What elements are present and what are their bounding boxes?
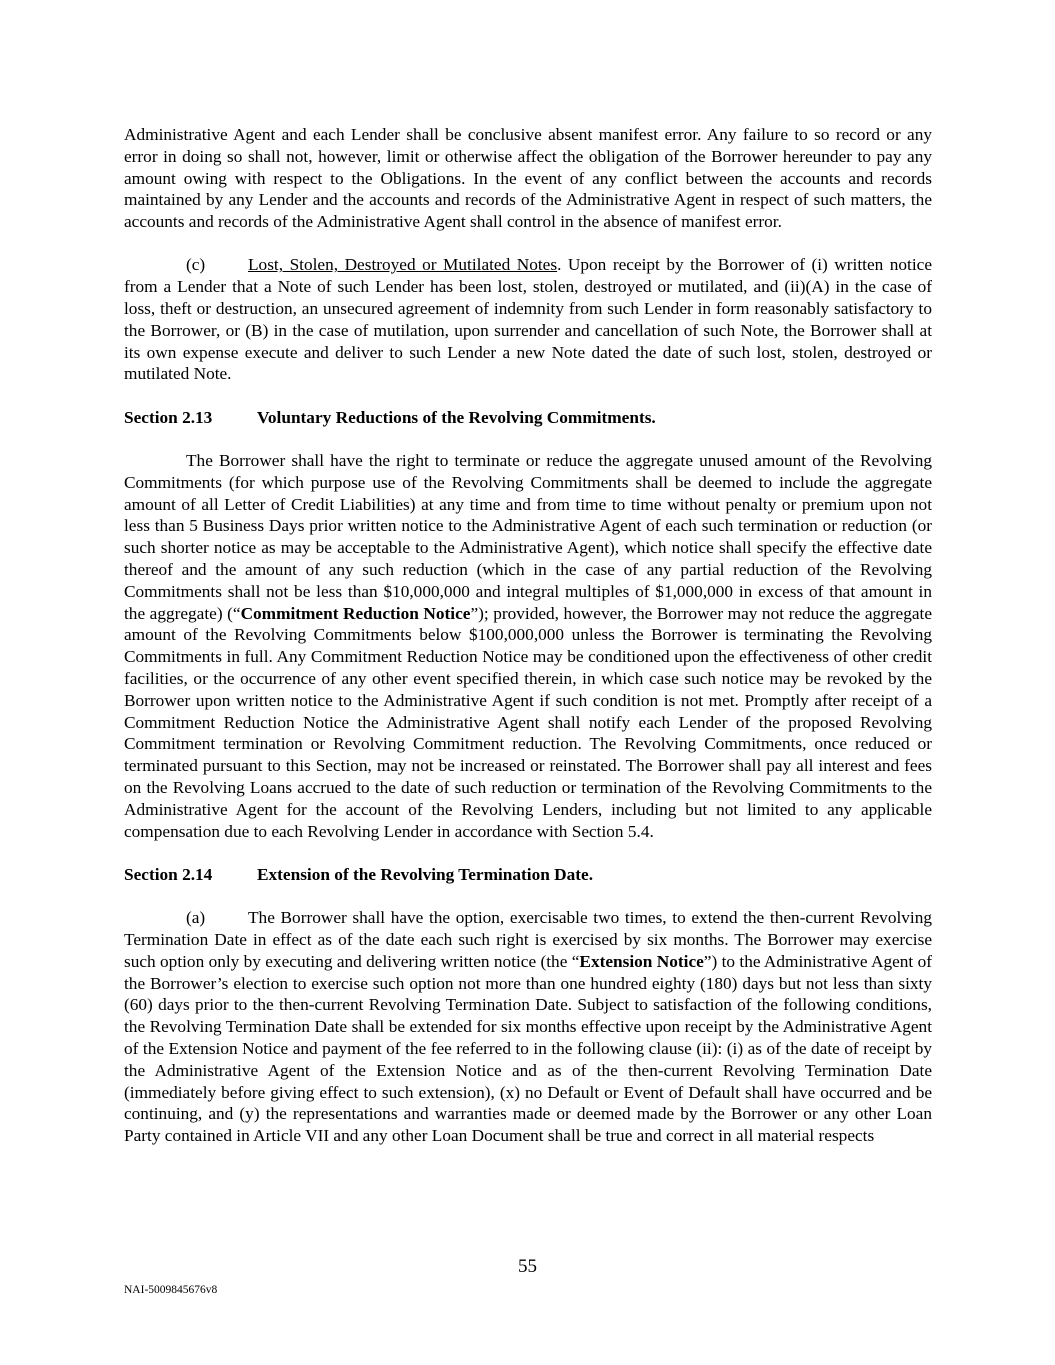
defined-term: Extension Notice	[579, 951, 704, 971]
section-number: Section 2.14	[124, 864, 213, 884]
clause-label: (c)	[186, 255, 206, 275]
paragraph-2-14-a	[124, 907, 932, 1147]
paragraph-c-lost-notes	[124, 254, 932, 385]
clause-title: Lost, Stolen, Destroyed or Mutilated Notes	[248, 255, 558, 275]
page-number: 55	[518, 1256, 537, 1277]
clause-label: (a)	[186, 908, 206, 928]
section-heading-2-13	[124, 407, 932, 429]
defined-term: Commitment Reduction Notice	[240, 603, 471, 623]
section-title: Extension of the Revolving Termination Date.	[257, 864, 594, 884]
document-id: NAI-5009845676v8	[124, 1284, 218, 1296]
paragraph-continued: Administrative Agent and each Lender shall be conclusive absent manifest error. Any failure to so record or any error in doing so shall not, however, limit or otherwise affect the obligation of the Borrower hereunder to pay any amount owing with respect to the Obligations. In the event of any conflict between the accounts and records maintained by any Lender and the accounts and records of the Administrative Agent in respect of such matters, the accounts and records of the Administrative Agent shall control in the absence of manifest error.	[124, 125, 932, 232]
clause-text: . Upon receipt by the Borrower of (i) written notice from a Lender that a Note of such Lender has been lost, stolen, destroyed or mutilated, and (ii)(A) in the case of loss, theft or destruction, an unsecured agreement of indemnity from such Lender in form reasonably satisfactory to the Borrower, or (B) in the case of mutilation, upon surrender and cancellation of such Note, the Borrower shall at its own expense execute and deliver to such Lender a new Note dated the date of such lost, stolen, destroyed or mutilated Note.	[124, 255, 932, 384]
section-number: Section 2.13	[124, 407, 213, 427]
paragraph-text: The Borrower shall have the option, exercisable two times, to extend the then-current Revolving Termination Date in effect as of the date each such right is exercised by six months. The Borrower may exercise such option only by executing and delivering written notice (the “	[124, 908, 932, 971]
document-body	[124, 124, 932, 1168]
section-heading-2-14	[124, 864, 932, 886]
paragraph-text: ”) to the Administrative Agent of the Borrower’s election to exercise such option not more than one hundred eighty (180) days but not less than sixty (60) days prior to the then-current Revolving Termination Date. Subject to satisfaction of the following conditions, the Revolving Termination Date shall be extended for six months effective upon receipt by the Administrative Agent of the Extension Notice and payment of the fee referred to in the following clause (ii): (i) as of the date of receipt by the Administrative Agent of the Extension Notice and as of the then-current Revolving Termination Date (immediately before giving effect to such extension), (x) no Default or Event of Default shall have occurred and be continuing, and (y) the representations and warranties made or deemed made by the Borrower or any other Loan Party contained in Article VII and any other Loan Document shall be true and correct in all material respects	[124, 951, 932, 1146]
paragraph-text: ”); provided, however, the Borrower may not reduce the aggregate amount of the Revolving Commitments below $100,000,000 unless the Borrower is terminating the Revolving Commitments in full. Any Commitment Reduction Notice may be conditioned upon the effectiveness of other credit facilities, or the occurrence of any other event specified therein, in which case such notice may be revoked by the Borrower upon written notice to the Administrative Agent if such condition is not met. Promptly after receipt of a Commitment Reduction Notice the Administrative Agent shall notify each Lender of the proposed Revolving Commitment termination or Revolving Commitment reduction. The Revolving Commitments, once reduced or terminated pursuant to this Section, may not be increased or reinstated. The Borrower shall pay all interest and fees on the Revolving Loans accrued to the date of such reduction or termination of the Revolving Commitments to the Administrative Agent for the account of the Revolving Lenders, including but not limited to any applicable compensation due to each Revolving Lender in accordance with Section 5.4.	[124, 603, 932, 841]
section-title: Voluntary Reductions of the Revolving Commitments.	[257, 407, 656, 427]
paragraph-text: The Borrower shall have the right to terminate or reduce the aggregate unused amount of the Revolving Commitments (for which purpose use of the Revolving Commitments shall be deemed to include the aggregate amount of all Letter of Credit Liabilities) at any time and from time to time without penalty or premium upon not less than 5 Business Days prior written notice to the Administrative Agent of each such termination or reduction (or such shorter notice as may be acceptable to the Administrative Agent), which notice shall specify the effective date thereof and the amount of any such reduction (which in the case of any partial reduction of the Revolving Commitments shall not be less than $10,000,000 and integral multiples of $1,000,000 in excess of that amount in the aggregate) (“	[124, 451, 932, 623]
paragraph-2-13	[124, 450, 932, 842]
